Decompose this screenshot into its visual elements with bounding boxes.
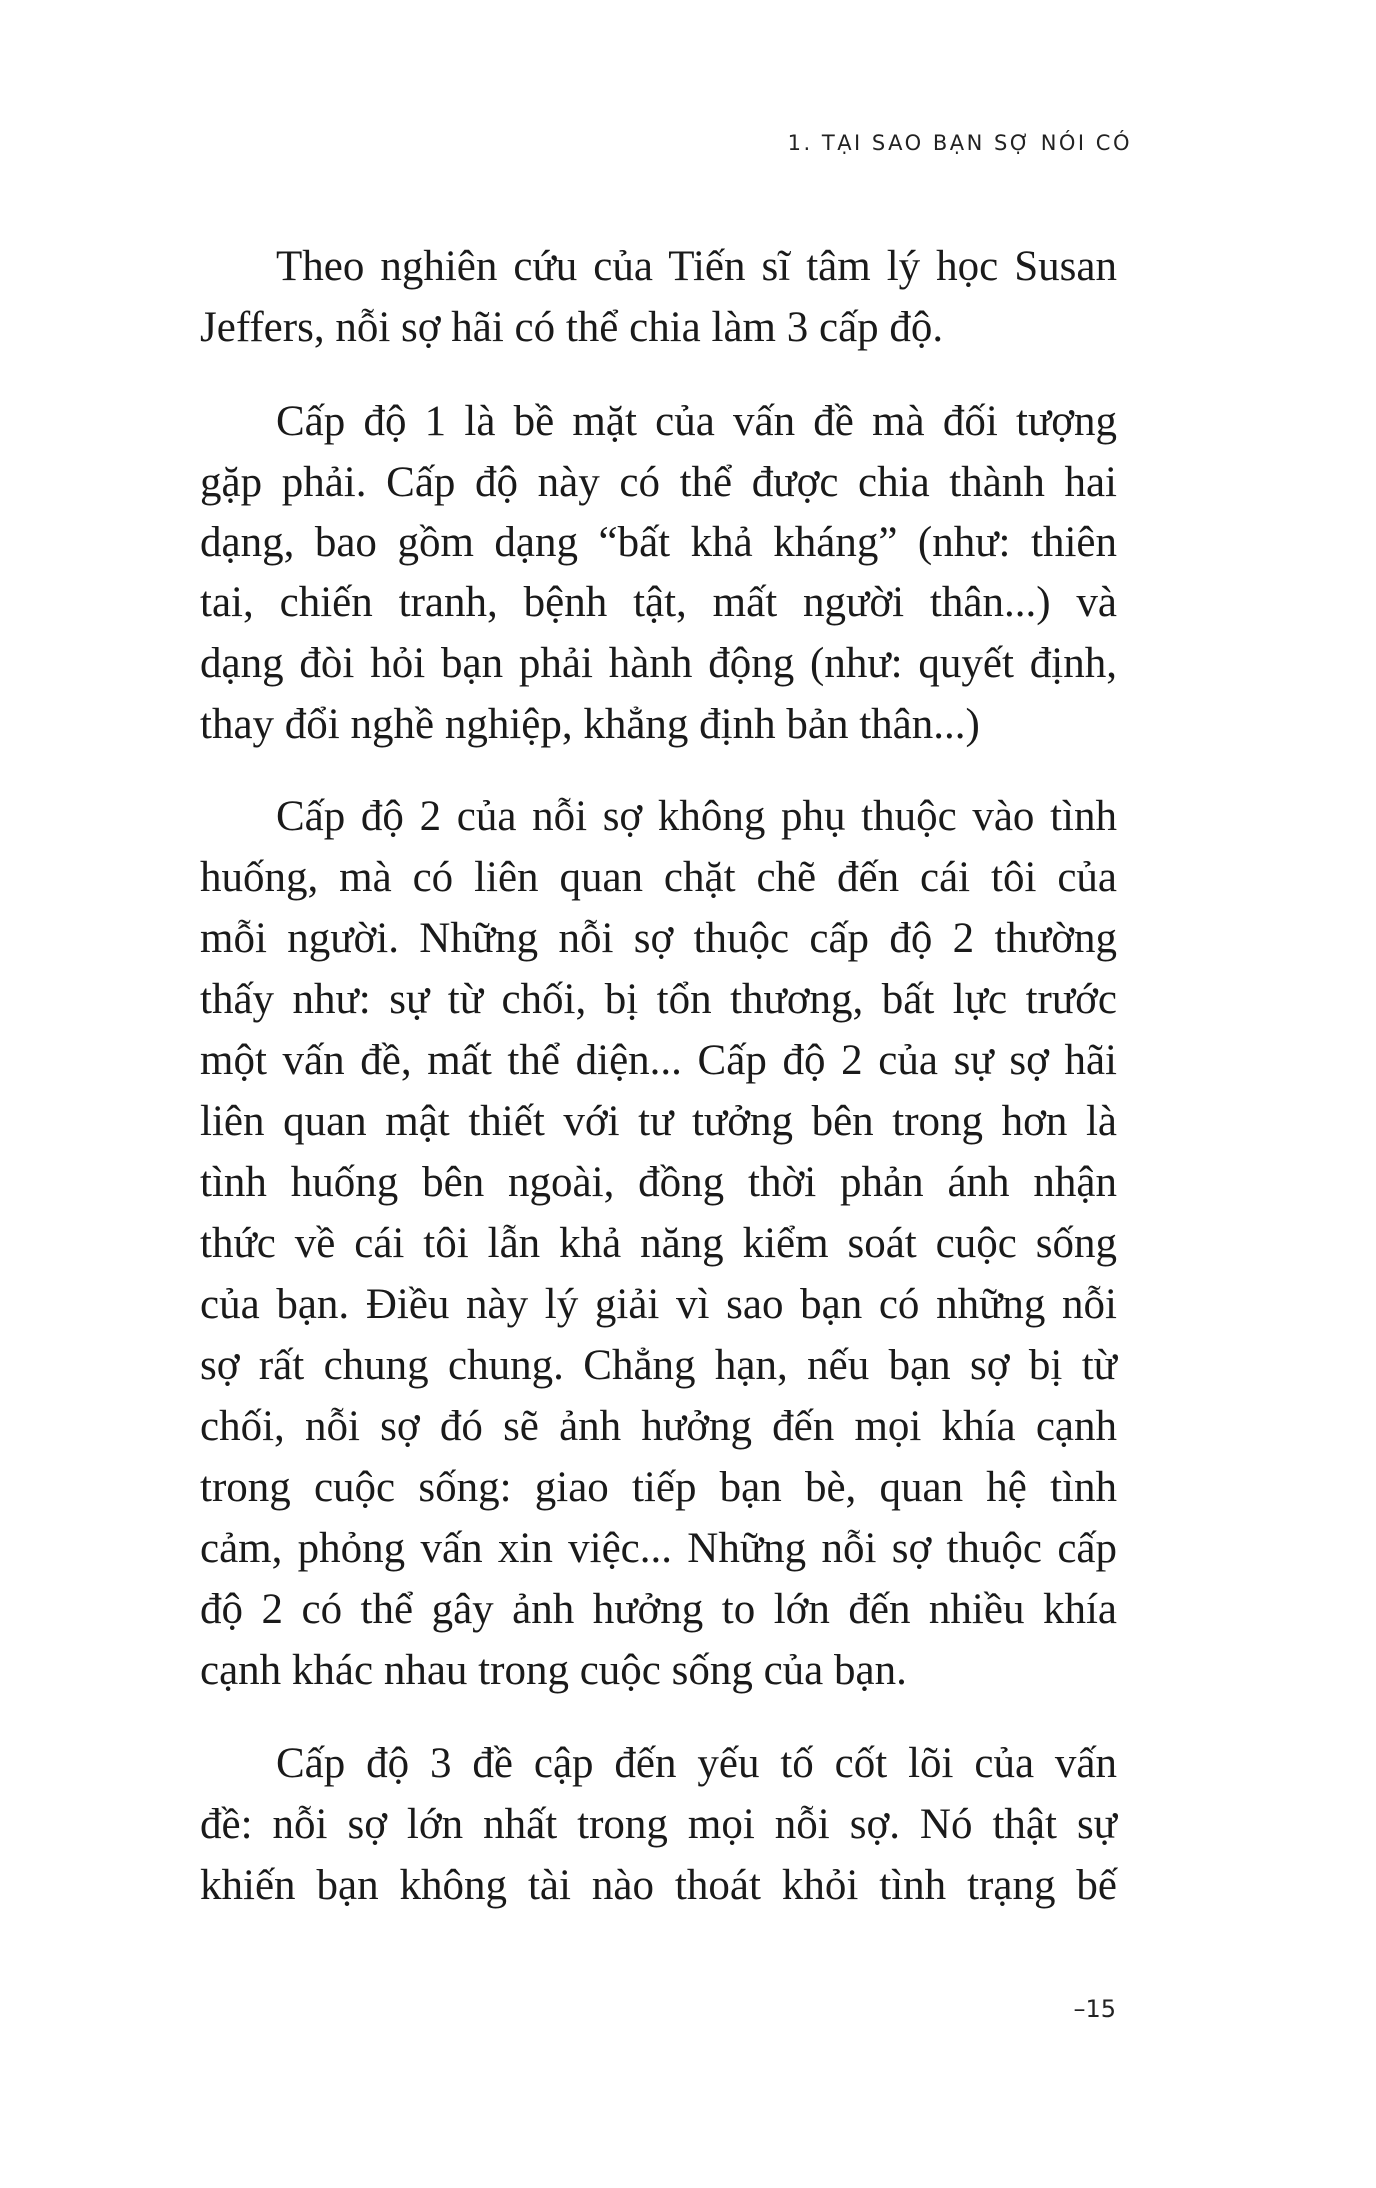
text-line: đề: nỗi sợ lớn nhất trong mọi nỗi sợ. Nó thật sự [200, 1801, 1117, 1848]
text-line: huống, mà có liên quan chặt chẽ đến cái tôi của [200, 854, 1117, 901]
text-line: độ 2 có thể gây ảnh hưởng to lớn đến nhiều khía [200, 1586, 1117, 1633]
text-line: dạng đòi hỏi bạn phải hành động (như: quyết định, [200, 640, 1117, 687]
text-line: cạnh khác nhau trong cuộc sống của bạn. [200, 1647, 907, 1694]
text-line: Jeffers, nỗi sợ hãi có thể chia làm 3 cấp độ. [200, 304, 944, 351]
text-line: Cấp độ 1 là bề mặt của vấn đề mà đối tượng [276, 398, 1117, 445]
text-line: Cấp độ 2 của nỗi sợ không phụ thuộc vào tình [276, 793, 1117, 840]
text-line: của bạn. Điều này lý giải vì sao bạn có những nỗi [200, 1281, 1117, 1328]
page-number: –15 [1073, 1995, 1116, 2023]
text-line: chối, nỗi sợ đó sẽ ảnh hưởng đến mọi khía cạnh [200, 1403, 1117, 1450]
text-line: thức về cái tôi lẫn khả năng kiểm soát cuộc sống [200, 1220, 1117, 1267]
text-line: thay đổi nghề nghiệp, khẳng định bản thân...) [200, 701, 980, 748]
text-line: Cấp độ 3 đề cập đến yếu tố cốt lõi của vấn [276, 1740, 1117, 1787]
text-line: dạng, bao gồm dạng “bất khả kháng” (như: thiên [200, 519, 1117, 566]
text-line: tai, chiến tranh, bệnh tật, mất người thân...) và [200, 579, 1117, 626]
text-line: cảm, phỏng vấn xin việc... Những nỗi sợ thuộc cấp [200, 1525, 1117, 1572]
text-line: liên quan mật thiết với tư tưởng bên trong hơn là [200, 1098, 1117, 1145]
text-line: Theo nghiên cứu của Tiến sĩ tâm lý học Susan [276, 243, 1117, 290]
text-line: sợ rất chung chung. Chẳng hạn, nếu bạn sợ bị từ [200, 1342, 1117, 1389]
text-line: thấy như: sự từ chối, bị tổn thương, bất lực trước [200, 976, 1117, 1023]
text-line: gặp phải. Cấp độ này có thể được chia thành hai [200, 459, 1117, 506]
text-line: tình huống bên ngoài, đồng thời phản ánh nhận [200, 1159, 1117, 1206]
text-line: khiến bạn không tài nào thoát khỏi tình trạng bế [200, 1862, 1117, 1909]
running-head: 1. TẠI SAO BẠN SỢ NÓI CÓ [787, 131, 1132, 155]
text-line: trong cuộc sống: giao tiếp bạn bè, quan hệ tình [200, 1464, 1117, 1511]
text-line: mỗi người. Những nỗi sợ thuộc cấp độ 2 thường [200, 915, 1117, 962]
text-line: một vấn đề, mất thể diện... Cấp độ 2 của sự sợ hãi [200, 1037, 1117, 1084]
